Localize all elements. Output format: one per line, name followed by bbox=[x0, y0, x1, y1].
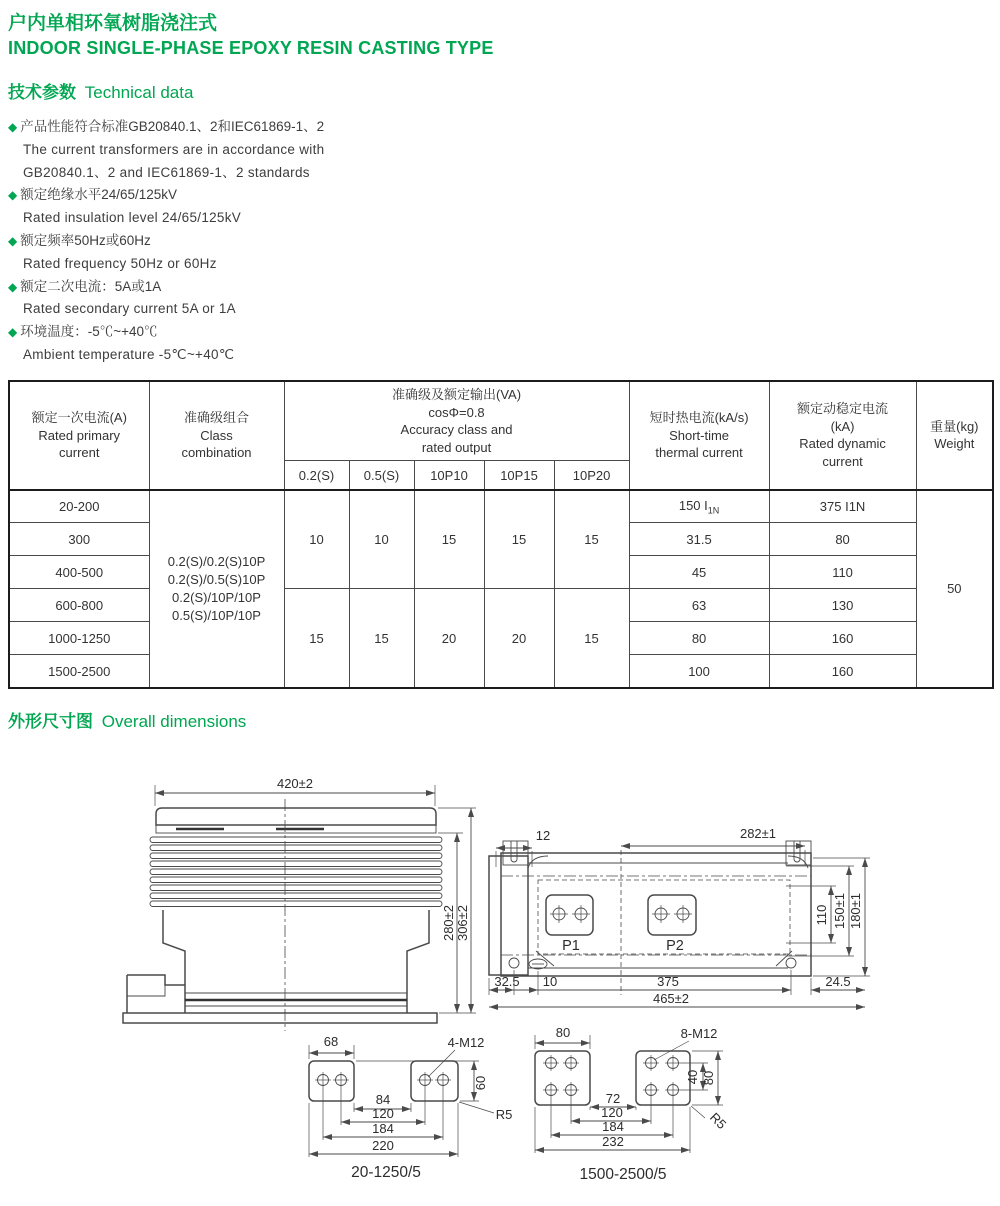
accuracy-cell: 15 bbox=[349, 589, 414, 688]
column-header-class-combination: 准确级组合 Class combination bbox=[149, 381, 284, 490]
dimension-label: 280±2 bbox=[441, 904, 456, 941]
diamond-bullet-icon: ◆ bbox=[8, 279, 18, 294]
feature-en-text: Ambient temperature -5℃~+40℃ bbox=[23, 346, 235, 362]
column-header-thermal-current: 短时热电流(kA/s) Short-time thermal current bbox=[629, 381, 769, 490]
terminal-hole-icon bbox=[543, 1082, 559, 1098]
dimension-label: 220 bbox=[372, 1137, 394, 1153]
subcolumn-header-10p15: 10P15 bbox=[484, 461, 554, 490]
feature-zh-text: 额定绝缘水平24/65/125kV bbox=[20, 187, 178, 203]
accuracy-cell: 15 bbox=[414, 490, 484, 589]
feature-frequency bbox=[8, 230, 992, 276]
side-view-drawing bbox=[118, 773, 492, 1035]
weight-cell: 50 bbox=[916, 490, 993, 688]
feature-insulation bbox=[8, 184, 992, 230]
side-view-width-dimension bbox=[155, 776, 435, 806]
page-header bbox=[8, 12, 992, 60]
feature-en-text: Rated insulation level 24/65/125kV bbox=[23, 210, 242, 226]
terminal-hole-icon bbox=[563, 1082, 579, 1098]
dynamic-current-cell: 110 bbox=[769, 556, 916, 589]
column-header-accuracy-output: 准确级及额定输出(VA) cosΦ=0.8 Accuracy class and rated output bbox=[284, 381, 629, 461]
terminal-hole-icon bbox=[315, 1072, 331, 1088]
feature-list bbox=[8, 116, 992, 367]
transformer-body-outline bbox=[123, 808, 442, 1023]
dimension-label: 306±2 bbox=[455, 904, 470, 941]
dimension-label: 110 bbox=[814, 904, 829, 926]
terminal-hole-icon bbox=[543, 1055, 559, 1071]
terminal-dimensions bbox=[535, 1025, 729, 1153]
primary-current-cell: 600-800 bbox=[9, 589, 149, 622]
dimension-label: 420±2 bbox=[276, 775, 314, 791]
primary-current-cell: 1500-2500 bbox=[9, 655, 149, 688]
feature-secondary-current bbox=[8, 276, 992, 322]
bolt-spec-label: 8-M12 bbox=[680, 1025, 718, 1041]
dynamic-current-cell: 80 bbox=[769, 523, 916, 556]
thermal-current-cell: 100 bbox=[629, 655, 769, 688]
terminal-hole-icon bbox=[550, 905, 568, 923]
dimension-label: 84 bbox=[375, 1091, 391, 1107]
subcolumn-header-02s: 0.2(S) bbox=[284, 461, 349, 490]
p1-label: P1 bbox=[562, 937, 580, 954]
feature-zh-text: 额定二次电流：5A或1A bbox=[20, 278, 162, 294]
dimension-label: 80 bbox=[701, 1070, 716, 1085]
dimension-label: 150±1 bbox=[832, 892, 847, 929]
feature-en-text: GB20840.1、2 and IEC61869-1、2 standards bbox=[23, 164, 310, 180]
thermal-current-cell: 31.5 bbox=[629, 523, 769, 556]
thermal-current-cell: 63 bbox=[629, 589, 769, 622]
p2-label: P2 bbox=[666, 937, 684, 954]
dimension-label: 282±1 bbox=[739, 825, 777, 841]
dimension-label: 375 bbox=[657, 973, 679, 989]
subcolumn-header-10p10: 10P10 bbox=[414, 461, 484, 490]
feature-ambient-temperature bbox=[8, 321, 992, 367]
dimension-label: 10 bbox=[542, 973, 558, 989]
dimension-label: 184 bbox=[372, 1120, 394, 1136]
column-header-dynamic-current: 额定动稳定电流 (kA) Rated dynamic current bbox=[769, 381, 916, 490]
dimension-label: 72 bbox=[605, 1090, 621, 1106]
feature-zh-text: 环境温度：-5℃~+40℃ bbox=[20, 324, 158, 340]
section-technical-data bbox=[8, 82, 992, 104]
dimension-label: 68 bbox=[323, 1033, 339, 1049]
accuracy-cell: 15 bbox=[554, 490, 629, 589]
page-title-en: INDOOR SINGLE-PHASE EPOXY RESIN CASTING TYPE bbox=[8, 38, 494, 58]
subcolumn-header-05s: 0.5(S) bbox=[349, 461, 414, 490]
primary-current-cell: 1000-1250 bbox=[9, 622, 149, 655]
terminal-detail-large-drawing bbox=[521, 1024, 786, 1187]
primary-current-cell: 300 bbox=[9, 523, 149, 556]
section-overall-dimensions bbox=[8, 711, 992, 733]
diamond-bullet-icon: ◆ bbox=[8, 120, 18, 134]
column-header-weight: 重量(kg) Weight bbox=[916, 381, 993, 490]
primary-current-cell: 20-200 bbox=[9, 490, 149, 523]
terminal-detail-small-drawing bbox=[291, 1033, 521, 1185]
dynamic-current-cell: 160 bbox=[769, 655, 916, 688]
section-technical-data-en: Technical data bbox=[84, 83, 194, 102]
terminal-variant-caption: 1500-2500/5 bbox=[579, 1165, 667, 1183]
accuracy-cell: 15 bbox=[484, 490, 554, 589]
terminal-variant-caption: 20-1250/5 bbox=[351, 1163, 421, 1181]
technical-data-table bbox=[8, 380, 994, 689]
diamond-bullet-icon: ◆ bbox=[8, 188, 18, 203]
dimension-label: 184 bbox=[602, 1118, 624, 1134]
dimension-label: 40 bbox=[685, 1069, 700, 1084]
feature-en-text: Rated secondary current 5A or 1A bbox=[23, 301, 236, 317]
terminal-hole-icon bbox=[435, 1072, 451, 1088]
terminal-pad-p2 bbox=[648, 895, 696, 954]
diamond-bullet-icon: ◆ bbox=[8, 233, 18, 248]
section-overall-dimensions-en: Overall dimensions bbox=[101, 711, 247, 731]
dimension-label: 24.5 bbox=[825, 973, 851, 989]
section-overall-dimensions-zh: 外形尺寸图 bbox=[8, 711, 93, 731]
bolt-spec-label: 4-M12 bbox=[447, 1034, 485, 1050]
diamond-bullet-icon: ◆ bbox=[8, 325, 18, 340]
terminal-hole-icon bbox=[643, 1055, 659, 1071]
terminal-hole-icon bbox=[563, 1055, 579, 1071]
accuracy-cell: 20 bbox=[484, 589, 554, 688]
accuracy-cell: 15 bbox=[554, 589, 629, 688]
dimension-label: 120 bbox=[601, 1104, 623, 1120]
dynamic-current-cell: 160 bbox=[769, 622, 916, 655]
terminal-hole-icon bbox=[674, 905, 692, 923]
dimension-label: 60 bbox=[473, 1075, 488, 1090]
dimension-label: 80 bbox=[555, 1024, 571, 1040]
dimension-label: 232 bbox=[602, 1133, 624, 1149]
column-header-primary-current: 额定一次电流(A) Rated primary current bbox=[9, 381, 149, 490]
dimension-label: 120 bbox=[372, 1105, 394, 1121]
dimension-drawings bbox=[8, 733, 992, 1185]
thermal-current-cell: 80 bbox=[629, 622, 769, 655]
terminal-pad-p1 bbox=[546, 895, 593, 954]
terminal-hole-icon bbox=[333, 1072, 349, 1088]
subcolumn-header-10p20: 10P20 bbox=[554, 461, 629, 490]
feature-en-text: Rated frequency 50Hz or 60Hz bbox=[23, 255, 217, 271]
feature-standards bbox=[8, 116, 992, 184]
dimension-label: 180±1 bbox=[848, 892, 863, 929]
dimension-label: 465±2 bbox=[652, 990, 690, 1006]
class-combination-cell: 0.2(S)/0.2(S)10P 0.2(S)/0.5(S)10P 0.2(S)/10P/10P 0.5(S)/10P/10P bbox=[149, 490, 284, 688]
primary-current-cell: 400-500 bbox=[9, 556, 149, 589]
page-title-zh: 户内单相环氧树脂浇注式 bbox=[8, 13, 218, 34]
feature-zh-text: 额定频率50Hz或60Hz bbox=[20, 232, 151, 248]
dimension-label: 32.5 bbox=[494, 973, 520, 989]
dynamic-current-cell: 130 bbox=[769, 589, 916, 622]
terminal-hole-icon bbox=[652, 905, 670, 923]
side-view-height-dimensions bbox=[438, 808, 476, 1013]
dimension-label: 12 bbox=[535, 827, 551, 843]
radius-label: R5 bbox=[495, 1106, 513, 1122]
terminal-hole-icon bbox=[643, 1082, 659, 1098]
table-row bbox=[9, 490, 993, 523]
accuracy-cell: 10 bbox=[284, 490, 349, 589]
terminal-hole-icon bbox=[665, 1082, 681, 1098]
thermal-current-cell: 150 $I_{1N}$ bbox=[629, 490, 769, 523]
dynamic-current-cell: 375 I1N bbox=[769, 490, 916, 523]
top-view-drawing bbox=[486, 805, 898, 1019]
accuracy-cell: 10 bbox=[349, 490, 414, 589]
terminal-hole-icon bbox=[665, 1055, 681, 1071]
feature-zh-text: 产品性能符合标准GB20840.1、2和IEC61869-1、2 bbox=[20, 119, 325, 134]
top-view-body-outline bbox=[489, 841, 811, 976]
accuracy-cell: 15 bbox=[284, 589, 349, 688]
feature-en-text: The current transformers are in accordance with bbox=[23, 141, 325, 157]
section-technical-data-zh: 技术参数 bbox=[8, 83, 76, 102]
radius-label: R5 bbox=[707, 1109, 730, 1132]
terminal-hole-icon bbox=[572, 905, 590, 923]
accuracy-cell: 20 bbox=[414, 589, 484, 688]
thermal-current-cell: 45 bbox=[629, 556, 769, 589]
